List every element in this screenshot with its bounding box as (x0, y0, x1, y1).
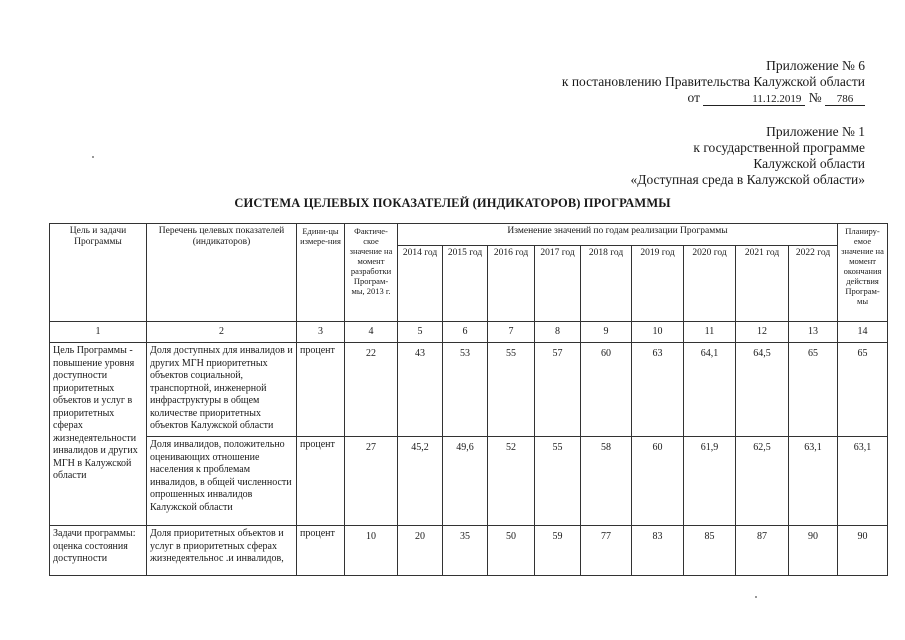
planned-value-cell: 63,1 (838, 437, 888, 526)
header-goal: Цель и задачи Программы (50, 224, 147, 322)
attachment-1-line2: к государственной программе (693, 140, 865, 155)
header-year-2017: 2017 год (535, 246, 581, 322)
header-indicators: Перечень целевых показателей (индикаторов) (147, 224, 297, 322)
header-year-2022: 2022 год (789, 246, 838, 322)
col-number: 13 (789, 322, 838, 343)
table-row (50, 343, 888, 437)
attachment-1-title: Приложение № 1 (766, 124, 865, 139)
col-number: 10 (632, 322, 684, 343)
value-2016: 52 (488, 437, 535, 526)
unit-cell: процент (297, 343, 345, 437)
header-row-1 (50, 224, 888, 246)
value-2015: 35 (443, 526, 488, 576)
decree-date-line (562, 90, 865, 106)
value-2021: 64,5 (736, 343, 789, 437)
attachment-6-block (562, 58, 865, 106)
header-year-2020: 2020 год (684, 246, 736, 322)
value-2020: 85 (684, 526, 736, 576)
indicators-table (49, 223, 888, 576)
value-2017: 59 (535, 526, 581, 576)
scan-speck (755, 596, 757, 598)
indicator-cell: Доля приоритетных объектов и услуг в приоритетных сферах жизнедеятельнос .и инвалидов, (147, 526, 297, 576)
value-2015: 53 (443, 343, 488, 437)
header-planned: Планиру-емое значение на момент окончания действия Програм-мы (838, 224, 888, 322)
table-row (50, 437, 888, 526)
header-year-2014: 2014 год (398, 246, 443, 322)
value-2018: 58 (581, 437, 632, 526)
value-2022: 65 (789, 343, 838, 437)
col-number: 12 (736, 322, 789, 343)
goal-cell: Задачи программы: оценка состояния доступности (50, 526, 147, 576)
number-label: № (808, 90, 822, 105)
header-year-2015: 2015 год (443, 246, 488, 322)
planned-value-cell: 65 (838, 343, 888, 437)
attachment-1-line4: «Доступная среда в Калужской области» (630, 172, 865, 187)
value-2014: 43 (398, 343, 443, 437)
col-number: 9 (581, 322, 632, 343)
from-label: от (687, 90, 700, 105)
header-unit: Едини-цы измере-ния (297, 224, 345, 322)
value-2018: 60 (581, 343, 632, 437)
col-number: 7 (488, 322, 535, 343)
table-row (50, 526, 888, 576)
actual-value-cell: 27 (345, 437, 398, 526)
value-2016: 55 (488, 343, 535, 437)
attachment-1-line3: Калужской области (753, 156, 865, 171)
value-2014: 45,2 (398, 437, 443, 526)
value-2019: 60 (632, 437, 684, 526)
unit-cell: процент (297, 437, 345, 526)
value-2020: 64,1 (684, 343, 736, 437)
header-year-2016: 2016 год (488, 246, 535, 322)
header-year-2018: 2018 год (581, 246, 632, 322)
value-2020: 61,9 (684, 437, 736, 526)
goal-cell: Цель Программы - повышение уровня доступности приоритетных объектов и услуг в приоритетных сферах жизнедеятельности инвалидов и других МГН в Калужской области (50, 343, 147, 526)
col-number: 5 (398, 322, 443, 343)
column-numbers-row (50, 322, 888, 343)
col-number: 1 (50, 322, 147, 343)
indicator-cell: Доля доступных для инвалидов и других МГН приоритетных объектов социальной, транспортной, инженерной инфраструктуры в общем количестве приоритетных объектов Калужской области (147, 343, 297, 437)
value-2021: 87 (736, 526, 789, 576)
value-2016: 50 (488, 526, 535, 576)
indicator-cell: Доля инвалидов, положительно оценивающих отношение населения к проблемам инвалидов, в общей численности опрошенных инвалидов Калужской области (147, 437, 297, 526)
value-2017: 57 (535, 343, 581, 437)
scan-speck (92, 156, 94, 158)
col-number: 2 (147, 322, 297, 343)
header-year-2019: 2019 год (632, 246, 684, 322)
decree-date: 11.12.2019 (703, 93, 805, 106)
col-number: 4 (345, 322, 398, 343)
value-2022: 63,1 (789, 437, 838, 526)
actual-value-cell: 22 (345, 343, 398, 437)
value-2017: 55 (535, 437, 581, 526)
value-2019: 83 (632, 526, 684, 576)
col-number: 11 (684, 322, 736, 343)
col-number: 3 (297, 322, 345, 343)
col-number: 6 (443, 322, 488, 343)
col-number: 8 (535, 322, 581, 343)
value-2014: 20 (398, 526, 443, 576)
document-title: СИСТЕМА ЦЕЛЕВЫХ ПОКАЗАТЕЛЕЙ (ИНДИКАТОРОВ) ПРОГРАММЫ (234, 196, 671, 210)
actual-value-cell: 10 (345, 526, 398, 576)
value-2021: 62,5 (736, 437, 789, 526)
attachment-6-title: Приложение № 6 (766, 58, 865, 73)
attachment-1-block (631, 124, 866, 188)
header-actual-2013: Фактиче-ское значение на момент разработки Програм-мы, 2013 г. (345, 224, 398, 322)
value-2022: 90 (789, 526, 838, 576)
value-2019: 63 (632, 343, 684, 437)
value-2015: 49,6 (443, 437, 488, 526)
header-changes-by-year: Изменение значений по годам реализации Программы (398, 224, 838, 246)
attachment-6-subtitle: к постановлению Правительства Калужской области (561, 74, 865, 89)
col-number: 14 (838, 322, 888, 343)
value-2018: 77 (581, 526, 632, 576)
planned-value-cell: 90 (838, 526, 888, 576)
header-year-2021: 2021 год (736, 246, 789, 322)
decree-number: 786 (825, 93, 865, 106)
unit-cell: процент (297, 526, 345, 576)
